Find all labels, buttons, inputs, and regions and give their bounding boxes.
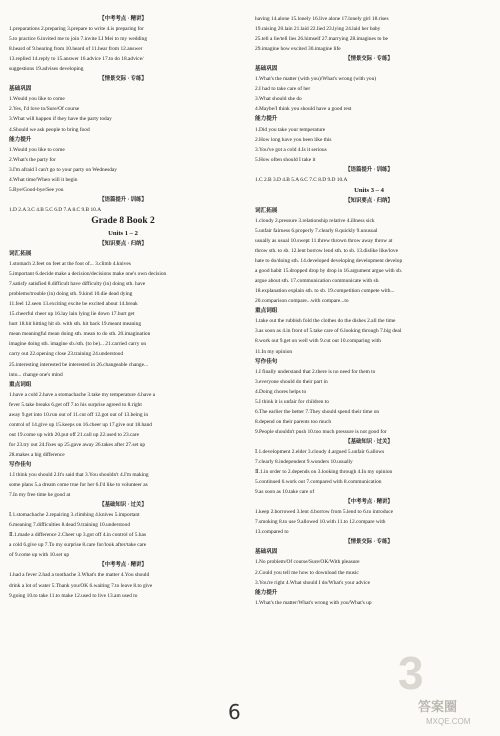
- answer-line: 19.raising 20.lain 21.laid 22.lied 23.lying 24.laid her baby: [255, 26, 381, 33]
- answer-line: 1.keep 2.borrowed 3.lent 4.borrow from 5.lend to 6.to introduce: [255, 509, 394, 516]
- answer-line: 5.I think it is unfair for children to: [255, 398, 329, 405]
- answer-line: Ⅱ.1.made a difference 2.Cheer up 3.got off 4.in control of 5.has: [9, 532, 146, 539]
- answer-line: 7.In my free time he good at: [9, 492, 71, 499]
- answer-line: 1.D 2.A 3.C 4.B 5.C 6.D 7.A 8.C 9.B 10.A: [9, 206, 102, 213]
- section-heading: 【情景交际 · 专练】: [99, 76, 147, 83]
- watermark-url: MXQE.COM: [426, 717, 471, 726]
- answer-line: 7.clearly 8.independent 9.wonders 10.usually: [255, 459, 353, 466]
- subsection-heading: 能力提升: [9, 136, 32, 143]
- answer-line: 25.tell a lie/tell lies 26.himself 27.marrying 28.imagines to be: [255, 36, 388, 43]
- section-heading: 【知识要点 · 归纳】: [345, 197, 393, 204]
- answer-line: 6.The earlier the better 7.They should spend their time on: [255, 408, 380, 415]
- answer-line: 1.had a fever 2.had a toothache 3.What's the matter 4.You should: [9, 572, 150, 579]
- answer-line: hurt 18.hit hitting hit sb. with sth. hit back 19.meant meaning: [9, 321, 142, 328]
- answer-line: 1.No problem/Of course/Sure/OK/With pleasure: [255, 559, 360, 566]
- answer-line: 3.everyone should do their part in: [255, 378, 328, 385]
- answer-line: 7.smoking 8.to use 9.allowed 10.with 11.to 12.compare with: [255, 519, 386, 526]
- answer-line: 2.How long have you been like this: [255, 136, 332, 143]
- subsection-heading: 写作佳句: [9, 461, 32, 468]
- answer-line: throw sth. to sb. 12.lent borrow lend sth. to sb. 13.dislike like/love: [255, 248, 398, 255]
- answer-line: Ⅰ.1.development 2.elder 3.cloudy 4.argued 5.unfair 6.allows: [255, 448, 385, 455]
- answer-line: 2.I had to take care of her: [255, 86, 311, 93]
- answer-line: 1.have a cold 2.have a stomachache 3.take my temperature 4.have a: [9, 391, 156, 398]
- section-heading: 【中考考点 · 精讲】: [99, 16, 147, 22]
- answer-line: 1.Would you like to come: [9, 96, 65, 103]
- subsection-heading: 基础巩固: [9, 86, 32, 93]
- answer-line: 3.You've got a cold 4.Is it serious: [255, 146, 327, 153]
- section-heading: 【情景交际 · 专练】: [345, 539, 393, 546]
- answer-line: imagine doing sth. imagine sb./sth. (to be)... 21.carried carry on: [9, 341, 147, 348]
- answer-line: away 9.get into 10.run out of 11.cut off 12.got out of 13.being in: [9, 411, 149, 418]
- subsection-heading: 基础巩固: [255, 549, 278, 556]
- answer-line: 13.replied 14.reply to 15.answer 16.advice 17.to do 18.advice/: [9, 56, 144, 63]
- answer-line: 5.continued 6.work out 7.compared with 8.communication: [255, 479, 382, 486]
- answer-line: 8.work out 9.get on well with 9.cut out 10.comparing with: [255, 338, 381, 345]
- subsection-heading: 基础巩固: [255, 66, 278, 73]
- answer-line: for 23.try out 24.fixes up 25.gave away 26.takes after 27.set up: [9, 441, 146, 448]
- answer-line: 2.Yes, I'd love to/Sure/Of course: [9, 106, 80, 113]
- answer-line: 9.as soon as 10.take care of: [255, 489, 315, 496]
- answer-line: 20.comparison compare...with compare...to: [255, 298, 349, 305]
- answer-line: 1.stomach 2.feet on feet at the foot of... 3.climb 4.knives: [9, 261, 131, 268]
- answer-line: 11.feel 12.seen 13.exciting excite be excited about 14.break: [9, 301, 138, 308]
- answer-line: 25.interesting interested be interested in 26.changeable change...: [9, 361, 149, 368]
- grade-title: Grade 8 Book 2: [91, 215, 155, 226]
- section-heading: 【中考考点 · 精讲】: [345, 499, 393, 506]
- answer-line: argue about sth. 17.communication communicate with sb.: [255, 278, 380, 285]
- answer-line: 1.C 2.B 3.D 4.B 5.A 6.C 7.C 8.D 9.D 10.A: [255, 176, 348, 183]
- answer-line: 5.to practice 6.invited me to join 7.invite LI Mei to my wedding: [9, 36, 148, 43]
- subsection-heading: 重点词组: [255, 308, 278, 315]
- answer-line: 8.depend on their parents too much: [255, 418, 332, 425]
- subsection-heading: 能力提升: [255, 116, 278, 123]
- answer-line: 7.satisfy satisfied 8.difficult have difficulty (in) doing sth. have: [9, 281, 146, 288]
- section-heading: 【基础知识 · 过关】: [99, 502, 147, 509]
- answer-line: suggestions 19.advises developing: [9, 66, 84, 73]
- right-column: [255, 14, 483, 608]
- answer-line: 1.What's the matter (with you)/What's wrong (with you): [255, 76, 377, 83]
- section-heading: 【情景交际 · 专练】: [345, 56, 393, 63]
- answer-line: 1.preparations 2.preparing 3.prepare to write 4.is preparing for: [9, 26, 144, 33]
- answer-line: 3.What should she do: [255, 96, 302, 103]
- subsection-heading: 能力提升: [255, 589, 278, 596]
- answer-line: 28.makes a big difference: [9, 451, 65, 458]
- answer-line: Ⅱ.1.in order to 2.depends on 3.looking through 4.In my opinion: [255, 469, 393, 476]
- answer-line: 9.People shouldn't push 10.too much pressure is not good for: [255, 428, 387, 435]
- subsection-heading: 重点词组: [9, 381, 32, 388]
- answer-line: 1.What's the matter/What's wrong with you/What's up: [255, 599, 372, 606]
- answer-line: 1.Did you take your temperature: [255, 126, 326, 133]
- answer-line: of 9.come up with 10.set up: [9, 552, 70, 559]
- answer-line: 2.Could you tell me how to download the music: [255, 569, 359, 576]
- answer-line: 2.What's the party for: [9, 156, 56, 163]
- answer-line: into... change one's mind: [9, 371, 63, 378]
- answer-line: 4.What time/When will it begin: [9, 176, 78, 183]
- answer-line: having 14.alone 15.lonely 16.live alone 17.lonely girl 18.rises: [255, 16, 389, 22]
- answer-line: some plans 5.a dream come true for her 6.I'd like to volunteer as: [9, 482, 148, 489]
- answer-line: 3.You're right 4.What should I do/What's your advice: [255, 579, 371, 586]
- answer-line: 15.cheerful cheer up 16.lay lain lying lie down 17.hurt get: [9, 311, 135, 318]
- answer-line: 11.In my opinion: [255, 348, 293, 355]
- answer-line: 3.as soon as 4.in front of 5.take care of 6.looking through 7.big deal: [255, 328, 402, 335]
- unit-heading: Units 3 – 4: [354, 186, 384, 194]
- section-heading: 【语篇提升 · 训练】: [99, 196, 147, 203]
- answer-line: fever 5.take breaks 6.get off 7.to his surprise agreed to 8.right: [9, 401, 142, 408]
- unit-heading: Units 1 – 2: [108, 229, 138, 237]
- answer-line: 18.explanation explain sth. to sb. 19.competition compete with...: [255, 288, 395, 295]
- answer-line: a cold 6.give up 7.To my surprise 8.care for/look after/take care: [9, 542, 147, 549]
- answer-line: 8.heard of 9.hearing from 10.heard of 11.hear from 12.answer: [9, 46, 143, 53]
- answer-line: 5.important 6.decide make a decision/decisions make one's own decision: [9, 271, 167, 278]
- subsection-heading: 词汇拓展: [255, 207, 278, 214]
- subsection-heading: 写作佳句: [255, 358, 278, 365]
- answer-line: 5.Bye/Good-bye/See you: [9, 186, 64, 193]
- answer-line: mean meaningful mean doing sth. mean to do sth. 20.imagination: [9, 331, 151, 338]
- answer-line: 29.imagine how excited 30.imagine life: [255, 46, 341, 53]
- answer-line: Ⅰ.1.stomachache 2.repairing 3.climbing 4.knives 5.important: [9, 512, 140, 519]
- answer-line: 13.compared to: [255, 529, 289, 536]
- answer-line: 9.going 10.to take 11.to make 12.used to live 13.am used to: [9, 592, 138, 599]
- answer-line: 4.Maybe/I think you should have a good rest: [255, 106, 352, 113]
- section-heading: 【中考考点 · 精讲】: [99, 562, 147, 569]
- answer-line: 4.Doing chores helps to: [255, 388, 307, 395]
- section-heading: 【知识要点 · 归纳】: [99, 240, 147, 247]
- watermark-number: 3: [398, 647, 424, 699]
- answer-line: 1.Would you like to come: [9, 146, 65, 153]
- answer-line: hate to do/doing sth. 14.developed developing development develop: [255, 258, 403, 265]
- answer-line: 4.Should we ask people to bring food: [9, 126, 90, 133]
- answer-line: 5.unfair fairness 6.properly 7.clearly 8.quickly 9.unusual: [255, 227, 378, 234]
- answer-line: control of 14.give up 15.keeps on 16.cheer up 17.give out 18.hand: [9, 421, 152, 428]
- answer-line: 1.take out the rubbish fold the clothes do the dishes 2.all the time: [255, 318, 396, 325]
- watermark-logo: 答案圈: [418, 699, 458, 714]
- answer-line: carry out 22.opening close 23.training 24.understood: [9, 351, 124, 358]
- answer-line: 1.cloudy 2.pressure 3.relationship relative 4.illness sick: [255, 217, 375, 224]
- answer-line: 5.How often should I take it: [255, 156, 316, 163]
- answer-line: out 19.come up with 20.put off 21.call up 22.used to 23.care: [9, 431, 139, 438]
- answer-line: problems/trouble (in) doing sth. 9.kind 10.die dead dying: [9, 291, 133, 298]
- answer-line: a good habit 15.dropped drop by drop in 16.argument argue with sb.: [255, 268, 403, 275]
- left-column: [9, 14, 237, 601]
- answer-line: 1.I finally understand that 2.there is no need for them to: [255, 368, 376, 375]
- answer-line: 3.What will happen if they have the party today: [9, 116, 112, 123]
- answer-line: usually as usual 10.swept 11.threw thrown throw away throw at: [255, 237, 393, 244]
- section-heading: 【语篇提升 · 训练】: [345, 166, 393, 173]
- answer-line: 6.meaning 7.difficulties 8.dead 9.training 10.understood: [9, 522, 131, 529]
- page-number: 6: [228, 700, 241, 724]
- answer-line: 1.I think you should 2.It's said that 3.You shouldn't 4.I'm making: [9, 472, 149, 479]
- section-heading: 【基础知识 · 过关】: [345, 438, 393, 445]
- answer-line: drink a lot of water 5.Thank you/OK 6.waiting 7.to leave 8.to give: [9, 582, 153, 589]
- answer-line: 3.I'm afraid I can't go to your party on Wednesday: [9, 166, 117, 173]
- subsection-heading: 词汇拓展: [9, 250, 32, 257]
